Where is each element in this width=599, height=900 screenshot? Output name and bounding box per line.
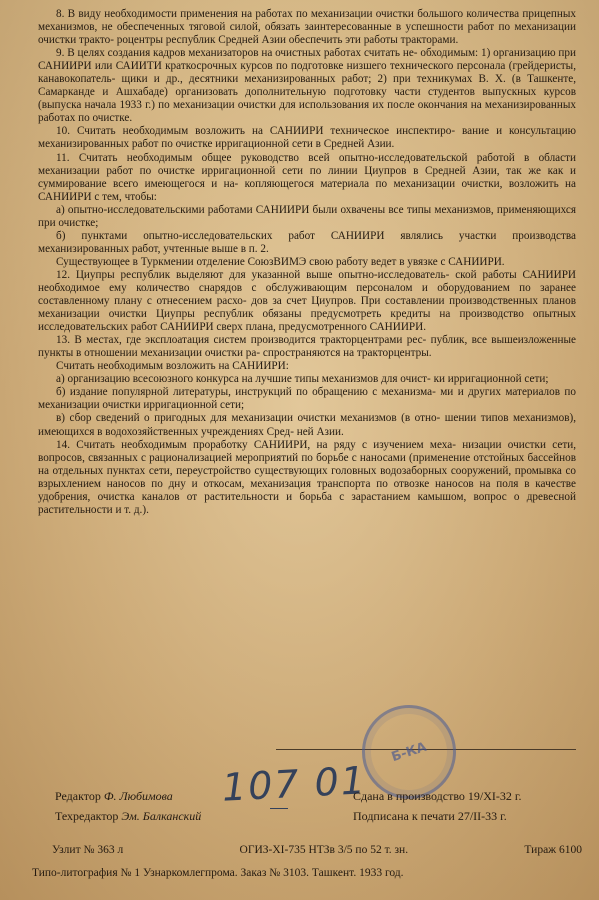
credits-left: [55, 786, 201, 826]
paragraph: а) опытно-исследовательскими работами САНИИРИ были охвачены все типы механизмов, применяющихся при очистке;: [38, 203, 576, 229]
print-run: Тираж 6100: [524, 844, 582, 856]
signed-to-print: Подписана к печати 27/II-33 г.: [353, 809, 507, 823]
credits-right: [353, 786, 522, 826]
signature-dash: [270, 808, 288, 809]
tech-editor-name: Эм. Балканский: [121, 809, 202, 823]
paragraph: 10. Считать необходимым возложить на САНИИРИ техническое инспектиро- вание и консультацию механизированных работ по очистке ирригационной сети в Средней Азии.: [38, 125, 576, 151]
sent-to-production: Сдана в производство 19/XI-32 г.: [353, 789, 522, 803]
body-text: [38, 8, 576, 517]
tech-editor-label: Техредактор: [55, 809, 119, 823]
uzlit-number: Узлит № 363 л: [52, 844, 124, 856]
printer-line: Типо-литография № 1 Узнаркомлегпрома. Заказ № 3103. Ташкент. 1933 год.: [32, 867, 404, 879]
editor-name: Ф. Любимова: [103, 789, 173, 803]
paragraph: 12. Циупры республик выделяют для указанной выше опытно-исследователь- ской работы САНИИРИ необходимое ему количество снарядов с обслуживающим персоналом и оборудованием по заранее составленному плану с отнесением расхо- дов за счет Циупров. При составлении производственных планов механизации очистки Циупры республик обязаны предусмотреть кредиты на производство опытных исследовательских работ САНИИРИ сверх плана, предусмотренного САНИИРИ.: [38, 268, 576, 334]
editor-line: [55, 786, 201, 806]
paragraph: 8. В виду необходимости применения на работах по механизации очистки большого количества прицепных механизмов, не обеспеченных тяговой силой, обязать заинтересованные в успешности работ по механизации очистки тракто- роцентры республик Средней Азии обеспечить эти работы тракторами.: [38, 8, 576, 47]
paragraph: б) пунктами опытно-исследовательских работ САНИИРИ являлись участки производства механизированных работ, учтенные выше в п. 2.: [38, 229, 576, 255]
tech-editor-line: [55, 806, 201, 826]
stamp-text: Б-КА: [389, 739, 429, 765]
paragraph: а) организацию всесоюзного конкурса на лучшие типы механизмов для очист- ки ирригационной сети;: [56, 373, 549, 386]
editor-label: Редактор: [55, 789, 101, 803]
paragraph: 13. В местах, где эксплоатация систем производится тракторцентрами рес- публик, все вышеизложенные пункты в отношении механизации очистки ра- спространяются на тракторцентры.: [38, 334, 576, 360]
handwritten-number: 107 01: [220, 758, 369, 810]
paragraph: 14. Считать необходимым проработку САНИИРИ, на ряду с изучением меха- низации очистки сети, вопросов, связанных с рационализацией мероприятий по борьбе с наносами (применение отстойных бассейнов на отдельных пунктах сети, переустройство существующих головных водозаборных сооружений, промывка со взрыхлением наносов по дну и откосам, механизация транспорта по отвозке наносов на поля в качестве удобрения, очистка каналов от растительности и борьба с зарастанием камышом, вопрос о древесной растительности и т. д.).: [38, 438, 576, 516]
ogiz-number: ОГИЗ-XI-735 НТЗв 3/5 по 52 т. зн.: [239, 844, 409, 856]
paragraph: 11. Считать необходимым общее руководство всей опытно-исследовательской работой в области механизации работ по очистке ирригационной сети по линии Циупров в Средней Азии, так же как и суммирование всего имеющегося и на- копляющегося материала по механизации очистки, возложить на САНИИРИ с тем, чтобы:: [38, 151, 576, 203]
imprint-line: [52, 844, 582, 856]
paragraph: 9. В целях создания кадров механизаторов на очистных работах считать не- обходимым: 1) организацию при САНИИРИ или САИИТИ краткосрочных курсов по подготовке низшего технического персонала (грейдеристы, канавокопатель- щики и др., десятники механизированных работ; 2) при техникумах В. Х. (в Ташкенте, Самарканде и Ашхабаде) организовать дополнительную подготовку части студентов выпускных курсов (выпуска начала 1933 г.) по механизации очистки для использования их после окончания на механизированных работах по очистке.: [38, 47, 576, 125]
paragraph: б) издание популярной литературы, инструкций по обращению с механизма- ми и других материалов по механизации очистки ирригационной сети;: [38, 386, 576, 412]
paragraph: Существующее в Туркмении отделение СоюзВИМЭ свою работу ведет в увязке с САНИИРИ.: [56, 255, 505, 268]
paragraph: в) сбор сведений о пригодных для механизации очистки механизмов (в отно- шении типов механизмов), имеющихся в водохозяйственных учреждениях Сред- ней Азии.: [38, 412, 576, 438]
paragraph: Считать необходимым возложить на САНИИРИ:: [56, 360, 289, 373]
